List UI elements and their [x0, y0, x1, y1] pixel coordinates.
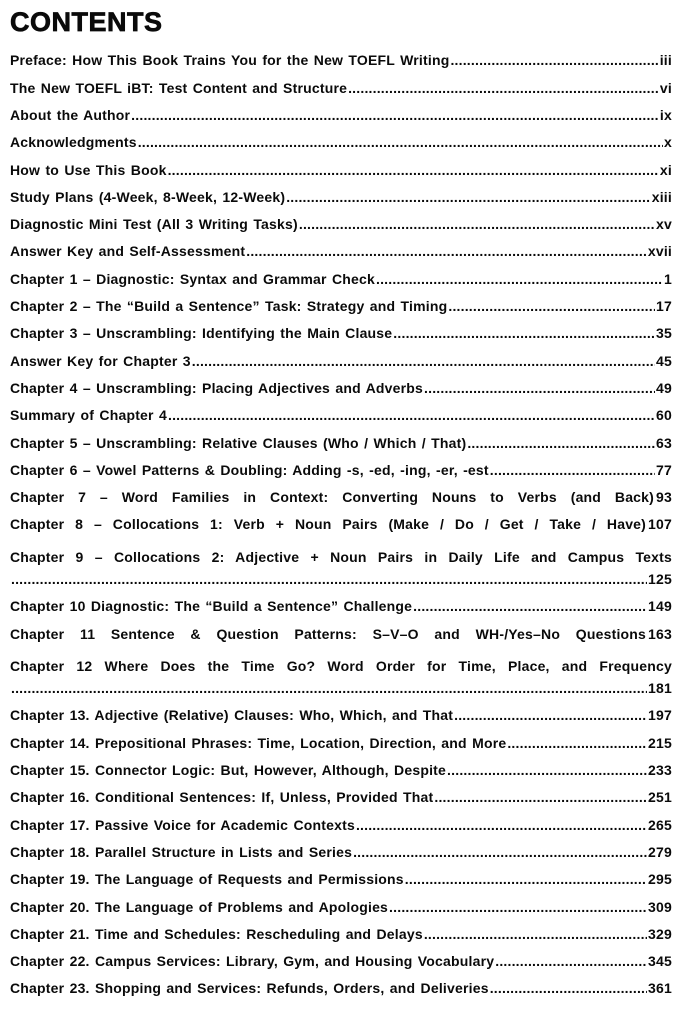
dot-leader [434, 789, 647, 805]
dot-leader [424, 380, 655, 396]
toc-entry [10, 735, 672, 762]
toc-entry-title: Chapter 3 – Unscrambling: Identifying the Main Clause [10, 325, 393, 342]
toc-entry-title: Chapter 14. Prepositional Phrases: Time, Location, Direction, and More [10, 734, 507, 751]
toc-list [10, 52, 672, 1007]
toc-entry-page: 279 [648, 843, 672, 860]
toc-entry [10, 762, 672, 789]
toc-entry-page: 181 [648, 680, 672, 697]
toc-entry-title: Summary of Chapter 4 [10, 407, 167, 424]
dot-leader [192, 353, 655, 369]
toc-entry-page: 107 [648, 516, 672, 533]
toc-entry-title: Chapter 19. The Language of Requests and Permissions [10, 871, 404, 888]
toc-entry-page: 1 [664, 270, 672, 287]
dot-leader [376, 271, 663, 287]
toc-entry-page: 265 [648, 816, 672, 833]
toc-entry-continuation [10, 680, 672, 707]
dot-leader [168, 407, 655, 423]
toc-entry-title: Chapter 6 – Vowel Patterns & Doubling: Adding -s, -ed, -ing, -er, -est [10, 461, 489, 478]
dot-leader [353, 844, 647, 860]
toc-entry [10, 189, 672, 216]
toc-entry-page: 35 [656, 325, 672, 342]
dot-leader [495, 953, 647, 969]
toc-entry-page: 233 [648, 762, 672, 779]
dot-leader [389, 899, 647, 915]
dot-leader [131, 107, 659, 123]
toc-entry-title: Chapter 23. Shopping and Services: Refunds, Orders, and Deliveries [10, 980, 489, 997]
toc-entry-page: ix [659, 106, 672, 123]
toc-entry [10, 926, 672, 953]
toc-entry [10, 107, 672, 134]
toc-entry [10, 789, 672, 816]
dot-leader [168, 162, 659, 178]
dot-leader [454, 707, 647, 723]
toc-entry-page: xiii [651, 188, 672, 205]
toc-entry-title: Chapter 2 – The “Build a Sentence” Task: Strategy and Timing [10, 298, 448, 315]
toc-entry-page: 17 [656, 298, 672, 315]
toc-entry [10, 80, 672, 107]
toc-entry-title: Chapter 8 – Collocations 1: Verb + Noun Pairs (Make / Do / Get / Take / Have) [10, 516, 647, 533]
toc-entry [10, 980, 672, 1007]
toc-entry-page: 45 [656, 352, 672, 369]
dot-leader [11, 680, 647, 696]
toc-entry-title: Chapter 7 – Word Families in Context: Converting Nouns to Verbs (and Back) [10, 489, 655, 506]
toc-entry-page: xv [656, 216, 672, 233]
dot-leader [356, 817, 647, 833]
toc-entry-page: 60 [656, 407, 672, 424]
toc-entry-page: iii [659, 52, 672, 69]
toc-entry-title: Study Plans (4-Week, 8-Week, 12-Week) [10, 188, 286, 205]
page-title: CONTENTS [10, 7, 163, 37]
dot-leader [447, 762, 647, 778]
toc-entry-page: 197 [648, 707, 672, 724]
toc-entry [10, 271, 672, 298]
toc-entry [10, 162, 672, 189]
toc-entry [10, 707, 672, 734]
toc-entry-title: Acknowledgments [10, 134, 137, 151]
dot-leader [490, 980, 647, 996]
toc-entry-title: Chapter 17. Passive Voice for Academic Contexts [10, 816, 355, 833]
toc-entry [10, 462, 672, 489]
toc-entry-page: 63 [656, 434, 672, 451]
toc-entry-title: Chapter 16. Conditional Sentences: If, Unless, Provided That [10, 789, 434, 806]
toc-entry [10, 380, 672, 407]
toc-entry [10, 407, 672, 434]
dot-leader [286, 189, 651, 205]
toc-entry-page: 309 [648, 898, 672, 915]
toc-entry-page: 93 [656, 489, 672, 506]
toc-entry [10, 216, 672, 243]
toc-entry-page: xi [659, 161, 672, 178]
toc-entry-page: 163 [648, 625, 672, 642]
toc-entry [10, 52, 672, 79]
dot-leader [490, 462, 655, 478]
toc-entry [10, 899, 672, 926]
toc-entry [10, 435, 672, 462]
dot-leader [393, 325, 655, 341]
toc-entry [10, 353, 672, 380]
toc-entry [10, 871, 672, 898]
toc-entry [10, 325, 672, 352]
toc-entry [10, 817, 672, 844]
toc-entry-page: 125 [648, 570, 672, 587]
toc-entry-title: Chapter 13. Adjective (Relative) Clauses: Who, Which, and That [10, 707, 454, 724]
toc-entry-title: How to Use This Book [10, 161, 167, 178]
toc-entry-page: vi [659, 79, 672, 96]
toc-entry-title: Diagnostic Mini Test (All 3 Writing Tasks) [10, 216, 298, 233]
toc-entry-title: Chapter 1 – Diagnostic: Syntax and Grammar Check [10, 270, 375, 287]
toc-entry-page: 149 [648, 598, 672, 615]
dot-leader [11, 571, 647, 587]
toc-entry-title: Chapter 11 Sentence & Question Patterns: S–V–O and WH-/Yes–No Questions [10, 625, 647, 642]
toc-entry-page: 295 [648, 871, 672, 888]
toc-entry-title: About the Author [10, 106, 131, 123]
toc-entry-title: Chapter 18. Parallel Structure in Lists and Series [10, 843, 353, 860]
toc-entry [10, 598, 672, 625]
toc-entry-title: Chapter 12 Where Does the Time Go? Word Order for Time, Place, and Frequency [10, 657, 672, 674]
toc-entry-title: Answer Key for Chapter 3 [10, 352, 191, 369]
dot-leader [467, 435, 655, 451]
toc-entry-title: Chapter 20. The Language of Problems and Apologies [10, 898, 389, 915]
dot-leader [299, 216, 655, 232]
toc-entry-title: The New TOEFL iBT: Test Content and Structure [10, 79, 348, 96]
dot-leader [246, 243, 647, 259]
dot-leader [507, 735, 647, 751]
toc-entry-title: Chapter 4 – Unscrambling: Placing Adjectives and Adverbs [10, 379, 424, 396]
toc-entry-page: 49 [656, 379, 672, 396]
toc-entry-title: Chapter 21. Time and Schedules: Rescheduling and Delays [10, 925, 423, 942]
toc-entry-page: 215 [648, 734, 672, 751]
toc-entry-page: 361 [648, 980, 672, 997]
toc-entry-page: 251 [648, 789, 672, 806]
toc-entry-page: 329 [648, 925, 672, 942]
dot-leader [413, 598, 647, 614]
toc-entry-title: Preface: How This Book Trains You for the New TOEFL Writing [10, 52, 450, 69]
dot-leader [424, 926, 647, 942]
toc-entry [10, 134, 672, 161]
dot-leader [450, 52, 658, 68]
dot-leader [448, 298, 655, 314]
toc-entry [10, 844, 672, 871]
toc-entry-title: Answer Key and Self-Assessment [10, 243, 246, 260]
dot-leader [348, 80, 659, 96]
toc-entry [10, 489, 672, 516]
toc-entry [10, 953, 672, 980]
toc-entry-title: Chapter 9 – Collocations 2: Adjective + Noun Pairs in Daily Life and Campus Texts [10, 548, 672, 565]
toc-entry-page: x [664, 134, 672, 151]
dot-leader [405, 871, 647, 887]
dot-leader [138, 134, 663, 150]
toc-entry-title: Chapter 10 Diagnostic: The “Build a Sentence” Challenge [10, 598, 413, 615]
toc-entry [10, 626, 672, 653]
toc-entry [10, 243, 672, 270]
toc-entry [10, 516, 672, 543]
toc-entry-page: 77 [656, 461, 672, 478]
toc-entry [10, 298, 672, 325]
toc-entry-title: Chapter 15. Connector Logic: But, However, Although, Despite [10, 762, 447, 779]
toc-entry-page: xvii [647, 243, 672, 260]
toc-entry-page: 345 [648, 953, 672, 970]
toc-entry-title: Chapter 22. Campus Services: Library, Gym, and Housing Vocabulary [10, 953, 495, 970]
toc-entry-title: Chapter 5 – Unscrambling: Relative Clauses (Who / Which / That) [10, 434, 467, 451]
toc-entry-continuation [10, 571, 672, 598]
